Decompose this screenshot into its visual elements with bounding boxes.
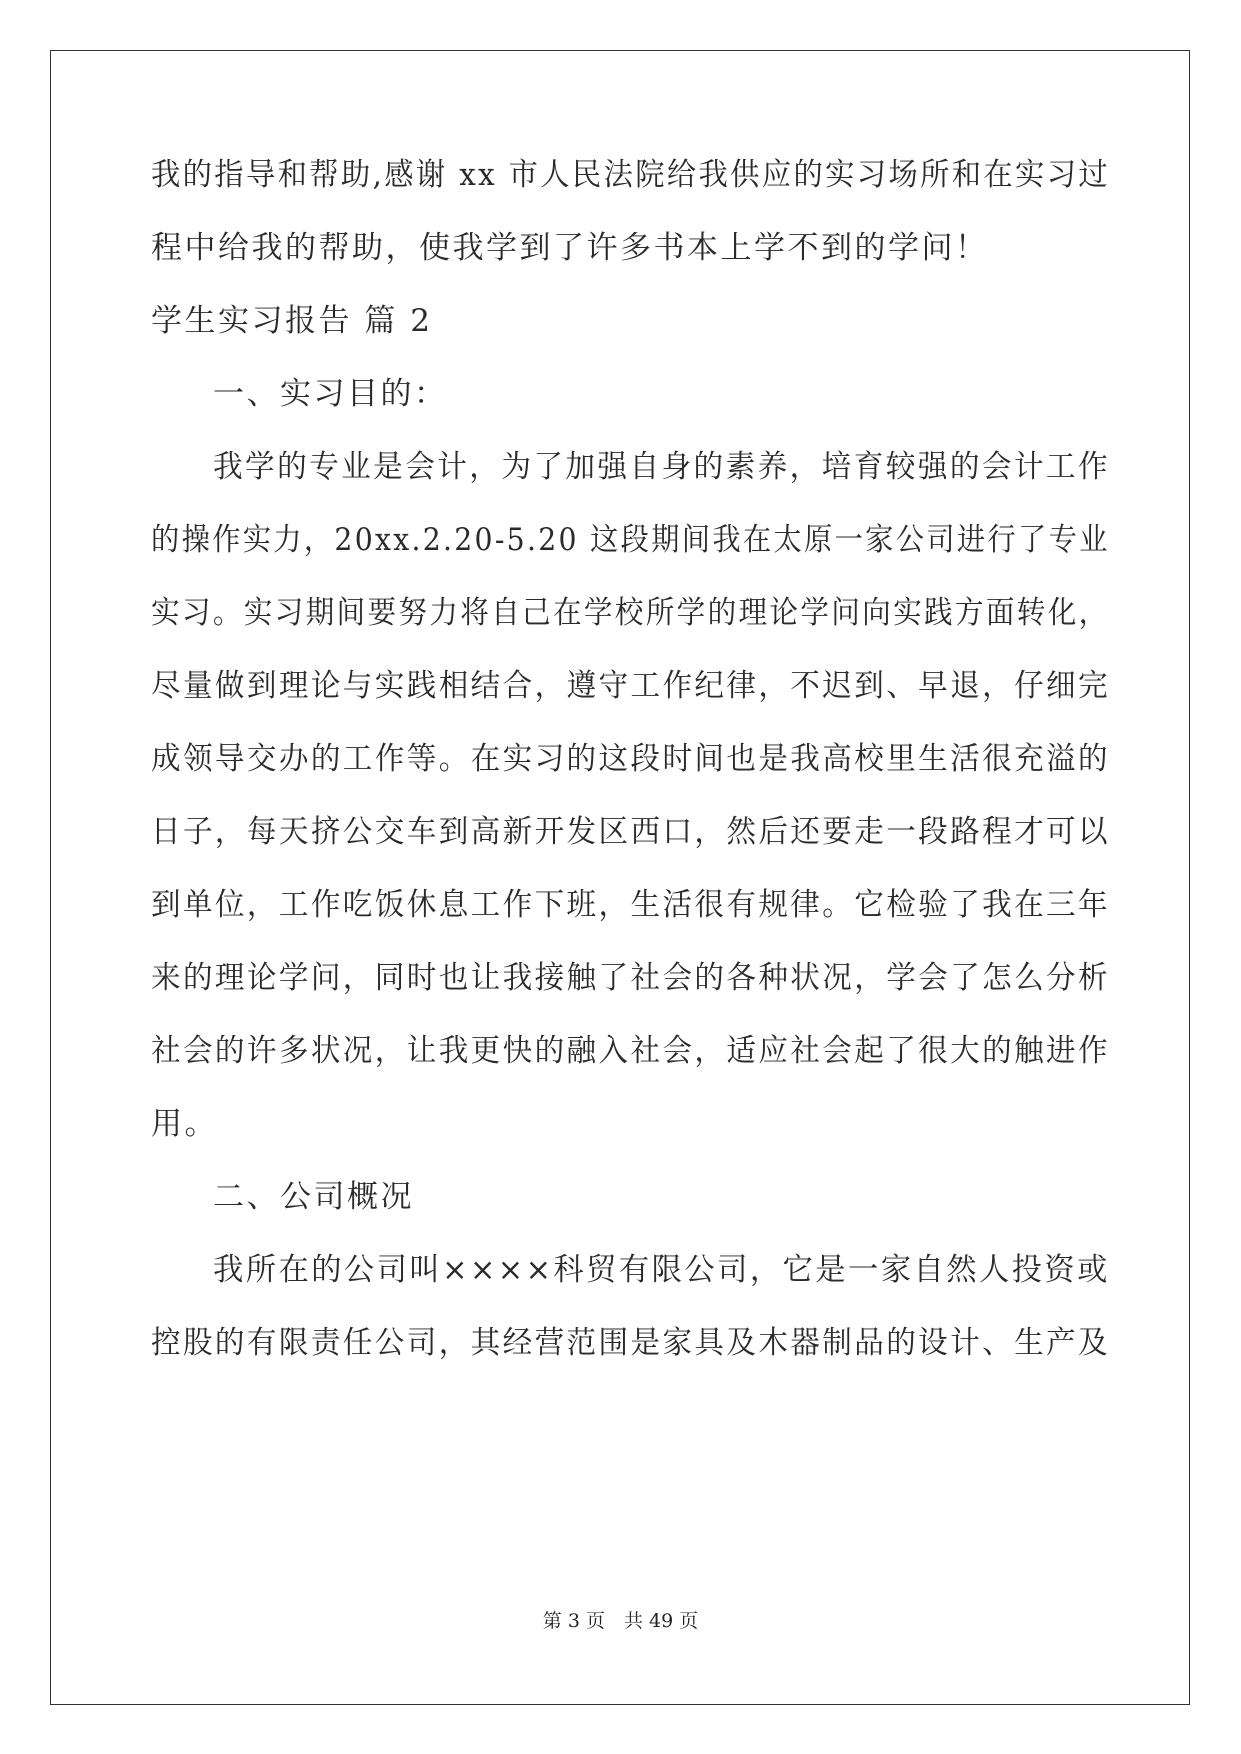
body-text-line: 社会的许多状况，让我更快的融入社会，适应社会起了很大的触进作 bbox=[151, 1033, 1110, 1069]
body-text-line: 到单位，工作吃饭休息工作下班，生活很有规律。它检验了我在三年 bbox=[151, 887, 1110, 923]
body-text-line: 成领导交办的工作等。在实习的这段时间也是我高校里生活很充溢的 bbox=[151, 741, 1110, 777]
body-text-line: 尽量做到理论与实践相结合，遵守工作纪律，不迟到、早退，仔细完 bbox=[151, 668, 1110, 704]
body-text-line: 实习。实习期间要努力将自己在学校所学的理论学问向实践方面转化， bbox=[151, 595, 1110, 631]
body-text-line: 我的指导和帮助,感谢 xx 市人民法院给我供应的实习场所和在实习过 bbox=[151, 157, 1111, 193]
body-text-line: 控股的有限责任公司，其经营范围是家具及木器制品的设计、生产及 bbox=[151, 1325, 1110, 1361]
paragraph-first-line: 我所在的公司叫××××科贸有限公司，它是一家自然人投资或 bbox=[213, 1252, 1110, 1288]
page-number: 第 3 页 共 49 页 bbox=[542, 1610, 699, 1632]
paragraph-first-line: 我学的专业是会计，为了加强自身的素养，培育较强的会计工作 bbox=[213, 449, 1111, 485]
body-text-line: 来的理论学问，同时也让我接触了社会的各种状况，学会了怎么分析 bbox=[151, 960, 1110, 996]
subsection-heading: 二、公司概况 bbox=[213, 1179, 414, 1215]
subsection-heading: 一、实习目的： bbox=[213, 376, 448, 412]
body-text-line: 日子，每天挤公交车到高新开发区西口，然后还要走一段路程才可以 bbox=[151, 814, 1110, 850]
body-text-line: 程中给我的帮助，使我学到了许多书本上学不到的学问！ bbox=[151, 230, 989, 266]
body-text-line: 的操作实力，20xx.2.20-5.20 这段期间我在太原一家公司进行了专业 bbox=[151, 522, 1110, 558]
body-text-line: 用。 bbox=[151, 1106, 218, 1142]
section-title: 学生实习报告 篇 2 bbox=[151, 303, 433, 339]
page-border bbox=[50, 50, 1190, 1705]
